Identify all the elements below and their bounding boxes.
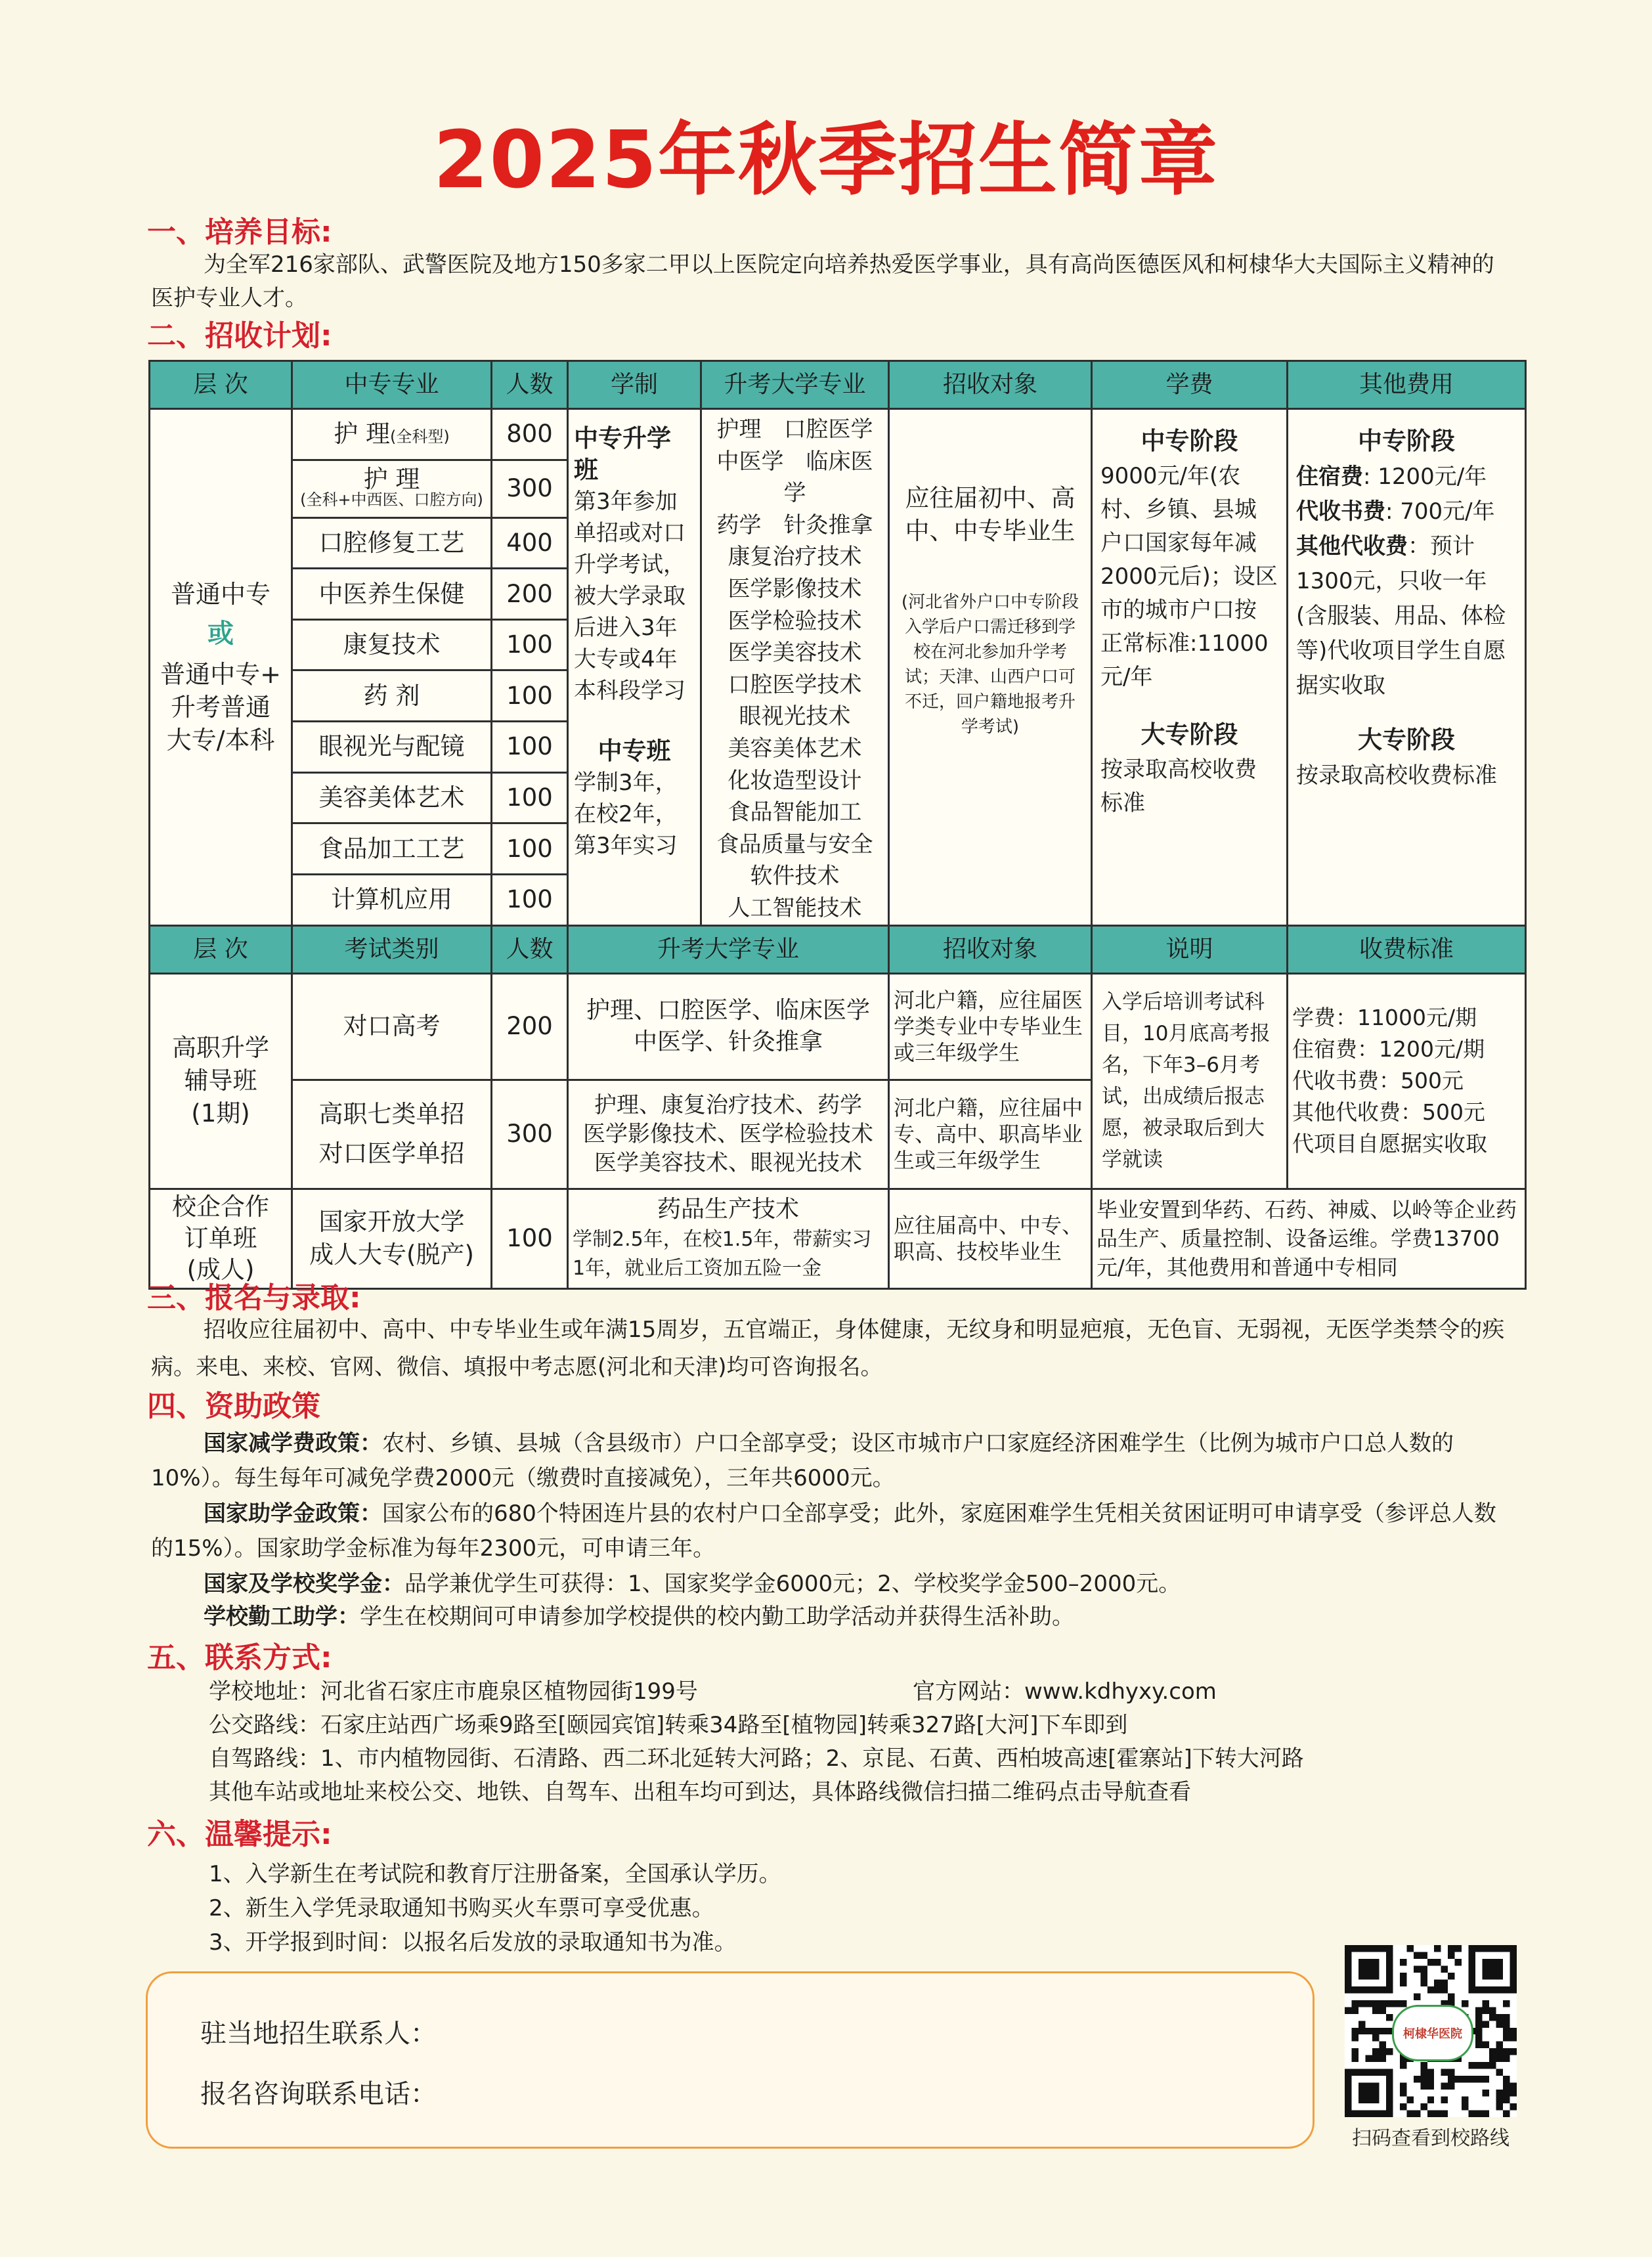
policy-3: 国家及学校奖学金：品学兼优学生可获得：1、国家奖学金6000元；2、学校奖学金500–2000元。 xyxy=(204,1571,1181,1597)
upgrade-major-item: 药学 针灸推拿 xyxy=(716,512,873,538)
level-cell xyxy=(150,409,292,926)
section-3-text: 招收应往届初中、高中、中专毕业生或年满15周岁，五官端正，身体健康，无纹身和明显疤痕，无色盲、无弱视，无医学类禁令的疾病。来电、来校、官网、微信、填报中考志愿(河北和天津)均可咨询报名。 xyxy=(151,1317,1505,1380)
section-4-heading: 四、资助政策 xyxy=(147,1390,320,1423)
xuezhi-cell: 中专升学班 第3年参加单招或对口升学考试，被大学录取后进入3年大专或4年本科段学习 中专班 学制3年，在校2年，第3年实习 xyxy=(568,409,701,926)
other-fee-cell: 中专阶段 住宿费: 1200元/年 代收书费: 700元/年 其他代收费：预计1300元，只收一年(含服装、用品、体检等)代收项目学生自愿据实收取 大专阶段 按录取高校收费标准 xyxy=(1288,409,1526,926)
level-cell: 校企合作 订单班 (成人) xyxy=(150,1189,292,1288)
count-cell: 800 xyxy=(492,409,568,460)
major-cell: 口腔修复工艺 xyxy=(292,517,492,569)
desc-cell: 入学后培训考试科目，10月底高考报名，下年3–6月考试，出成绩后报志愿，被录取后到大学就读 xyxy=(1092,973,1288,1189)
count-cell: 100 xyxy=(492,619,568,670)
contact-phone-label: 报名咨询联系电话： xyxy=(200,2079,437,2109)
target-cell: 应往届初中、高中、中专毕业生 (河北省外户口中专阶段入学后户口需迁移到学校在河北参加升学考试；天津、山西户口可不迁，回户籍地报考升学考试) xyxy=(889,409,1092,926)
target-cell: 应往届高中、中专、职高、技校毕业生 xyxy=(889,1189,1092,1288)
drive-route: 自驾路线：1、市内植物园街、石清路、西二环北延转大河路；2、京昆、石黄、西柏坡高速[霍寨站]下转大河路 xyxy=(209,1745,1304,1772)
count-cell: 100 xyxy=(492,874,568,925)
policy-2: 国家助学金政策：国家公布的680个特困连片县的农村户口全部享受；此外，家庭困难学生凭相关贫困证明可申请享受（参评总人数的15%）。国家助学金标准为每年2300元，可申请三年。 xyxy=(151,1501,1496,1562)
count-cell: 300 xyxy=(492,1080,568,1189)
level-cell: 高职升学 辅导班 (1期) xyxy=(150,973,292,1189)
major-cell: 计算机应用 xyxy=(292,874,492,925)
upgrade-major-item: 食品质量与安全 xyxy=(716,831,873,858)
upgrade-major-item: 医学美容技术 xyxy=(728,640,862,667)
count-cell: 100 xyxy=(492,772,568,823)
major-cell: 药 剂 xyxy=(292,670,492,722)
section-5-heading: 五、联系方式: xyxy=(147,1641,332,1675)
enrollment-plan-table xyxy=(148,360,1527,1290)
upgrade-major-item: 化妆造型设计 xyxy=(728,767,862,794)
local-contact-box xyxy=(146,1971,1315,2149)
bus-route: 公交路线：石家庄站西广场乘9路至[颐园宾馆]转乘34路至[植物园]转乘327路[大河]下车即到 xyxy=(209,1712,1128,1738)
exam-type-cell: 高职七类单招 对口医学单招 xyxy=(292,1080,492,1189)
table-row xyxy=(150,409,1526,460)
level-or: 或 xyxy=(207,618,234,649)
count-cell: 400 xyxy=(492,517,568,569)
major-cell: 中医养生保健 xyxy=(292,569,492,620)
col-header: 层 次 xyxy=(150,361,292,409)
policy-1: 国家减学费政策：农村、乡镇、县城（含县级市）户口全部享受；设区市城市户口家庭经济困难学生（比例为城市户口总人数的10%）。每生每年可减免学费2000元（缴费时直接减免），三年共6000元。 xyxy=(151,1430,1454,1491)
col-header: 中专专业 xyxy=(292,361,492,409)
upgrade-major-item: 人工智能技术 xyxy=(728,894,862,921)
table-header-row xyxy=(150,361,1526,409)
upgrade-major-item: 康复治疗技术 xyxy=(728,544,862,571)
target-cell: 河北户籍，应往届医学类专业中专毕业生或三年级学生 xyxy=(889,973,1092,1080)
level-a: 普通中专 xyxy=(170,579,271,609)
level-b: 普通中专+ 升考普通 大专/本科 xyxy=(160,659,281,755)
upgrade-major-item: 护理 口腔医学 xyxy=(716,416,873,443)
count-cell: 300 xyxy=(492,460,568,517)
policy-4: 学校勤工助学：学生在校期间可申请参加学校提供的校内勤工助学活动并获得生活补助。 xyxy=(204,1604,1074,1630)
major-cell: 护理、康复治疗技术、药学 医学影像技术、医学检验技术 医学美容技术、眼视光技术 xyxy=(568,1080,889,1189)
major-cell: 食品加工工艺 xyxy=(292,823,492,875)
col-header: 学费 xyxy=(1092,361,1288,409)
col-header: 学制 xyxy=(568,361,701,409)
upgrade-major-item: 医学影像技术 xyxy=(728,575,862,602)
official-website[interactable]: 官方网站：www.kdhyxy.com xyxy=(913,1678,1217,1705)
section-3-heading: 三、报名与录取: xyxy=(147,1281,361,1315)
col-header: 招收对象 xyxy=(889,361,1092,409)
desc-cell: 毕业安置到华药、石药、神威、以岭等企业药品生产、质量控制、设备运维。学费13700元/年，其他费用和普通中专相同 xyxy=(1092,1189,1526,1288)
upgrade-major-item: 眼视光技术 xyxy=(739,703,851,730)
tip-item: 2、新生入学凭录取通知书购买火车票可享受优惠。 xyxy=(209,1895,714,1921)
col-header: 其他费用 xyxy=(1288,361,1526,409)
page-title: 2025年秋季招生简章 xyxy=(433,115,1219,206)
exam-type-cell: 对口高考 xyxy=(292,973,492,1080)
upgrade-major-item: 食品智能加工 xyxy=(728,799,862,826)
col-header: 升考大学专业 xyxy=(701,361,889,409)
upgrade-major-item: 医学检验技术 xyxy=(728,607,862,634)
col-header: 层 次 xyxy=(150,925,292,973)
col-header: 人数 xyxy=(492,925,568,973)
count-cell: 100 xyxy=(492,670,568,722)
section-1-text: 为全军216家部队、武警医院及地方150多家二甲以上医院定向培养热爱医学事业，具有高尚医德医风和柯棣华大夫国际主义精神的医护专业人才。 xyxy=(151,252,1494,311)
upgrade-major-item: 中医学 临床医学 xyxy=(716,448,873,507)
col-header: 收费标准 xyxy=(1288,925,1526,973)
tip-item: 3、开学报到时间：以报名后发放的录取通知书为准。 xyxy=(209,1929,737,1956)
fee-cell: 中专阶段 9000元/年(农村、乡镇、县城户口国家每年减2000元后)；设区市的城市户口按正常标准:11000元/年 大专阶段 按录取高校收费标准 xyxy=(1092,409,1288,926)
count-cell: 100 xyxy=(492,722,568,773)
count-cell: 100 xyxy=(492,823,568,875)
col-header: 考试类别 xyxy=(292,925,492,973)
qr-badge: 柯棣华医院 xyxy=(1392,2005,1473,2061)
school-address: 学校地址：河北省石家庄市鹿泉区植物园街199号 xyxy=(209,1678,698,1705)
major-cell: 康复技术 xyxy=(292,619,492,670)
count-cell: 200 xyxy=(492,973,568,1080)
major-cell: 护 理 (全科+中西医、口腔方向) xyxy=(292,460,492,517)
qr-caption: 扫码查看到校路线 xyxy=(1352,2127,1510,2150)
exam-type-cell: 国家开放大学 成人大专(脱产) xyxy=(292,1189,492,1288)
upgrade-major-item: 软件技术 xyxy=(750,863,840,890)
col-header: 招收对象 xyxy=(889,925,1092,973)
major-cell: 眼视光与配镜 xyxy=(292,722,492,773)
count-cell: 100 xyxy=(492,1189,568,1288)
count-cell: 200 xyxy=(492,569,568,620)
upgrade-major-item: 口腔医学技术 xyxy=(728,671,862,698)
tip-item: 1、入学新生在考试院和教育厅注册备案，全国承认学历。 xyxy=(209,1861,781,1887)
col-header: 说明 xyxy=(1092,925,1288,973)
col-header: 人数 xyxy=(492,361,568,409)
table-header-row-2 xyxy=(150,925,1526,973)
upgrade-major-item: 美容美体艺术 xyxy=(728,735,862,762)
major-cell: 美容美体艺术 xyxy=(292,772,492,823)
major-cell: 护理、口腔医学、临床医学 中医学、针灸推拿 xyxy=(568,973,889,1080)
local-contact-person-label: 驻当地招生联系人： xyxy=(200,2019,437,2049)
table-row xyxy=(150,973,1526,1080)
major-cell: 药品生产技术 学制2.5年，在校1.5年，带薪实习1年，就业后工资加五险一金 xyxy=(568,1189,889,1288)
section-2-heading: 二、招收计划: xyxy=(147,319,332,353)
majors-cell xyxy=(701,409,889,926)
target-cell: 河北户籍，应往届中专、高中、职高毕业生或三年级学生 xyxy=(889,1080,1092,1189)
fee-std-cell: 学费：11000元/期 住宿费：1200元/期 代收书费：500元 其他代收费：500元 代项目自愿据实收取 xyxy=(1288,973,1526,1189)
major-cell: 护 理(全科型) xyxy=(292,409,492,460)
section-1-heading: 一、培养目标: xyxy=(147,215,332,249)
table-row xyxy=(150,1189,1526,1288)
other-route: 其他车站或地址来校公交、地铁、自驾车、出租车均可到达，具体路线微信扫描二维码点击导航查看 xyxy=(209,1779,1191,1805)
section-6-heading: 六、温馨提示: xyxy=(147,1818,332,1851)
col-header: 升考大学专业 xyxy=(568,925,889,973)
